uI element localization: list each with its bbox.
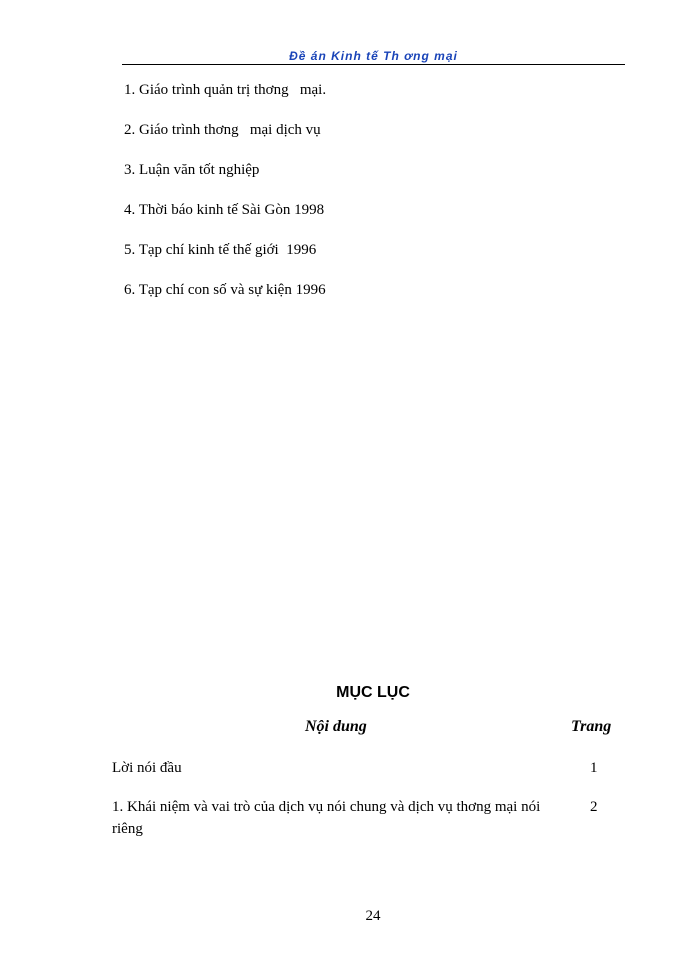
reference-item: 5. Tạp chí kinh tế thế giới 1996 [124,242,317,258]
reference-item: 3. Luận văn tốt nghiệp [124,162,260,178]
toc-row-text: Lời nói đầu [112,760,182,776]
header-rule [122,64,625,65]
toc-row-page: 1 [590,760,598,776]
running-header-title: Đề án Kinh tế Th ơng mại [289,49,458,63]
toc-column-content: Nội dung [305,718,367,735]
toc-row-page: 2 [590,799,598,815]
toc-column-page: Trang [571,718,612,735]
reference-item: 1. Giáo trình quản trị thơng mại. [124,82,327,98]
toc-row [112,757,612,779]
reference-item: 6. Tạp chí con số và sự kiện 1996 [124,282,326,298]
toc-row-text: 1. Khái niệm và vai trò của dịch vụ nói chung và dịch vụ thơng mại nói riêng [112,799,541,837]
reference-item: 4. Thời báo kinh tế Sài Gòn 1998 [124,202,325,218]
toc-row [112,796,612,840]
page-number: 24 [365,908,381,924]
reference-item: 2. Giáo trình thơng mại dịch vụ [124,122,321,138]
toc-title: MỤC LỤC [336,684,410,701]
reference-list [124,80,326,320]
